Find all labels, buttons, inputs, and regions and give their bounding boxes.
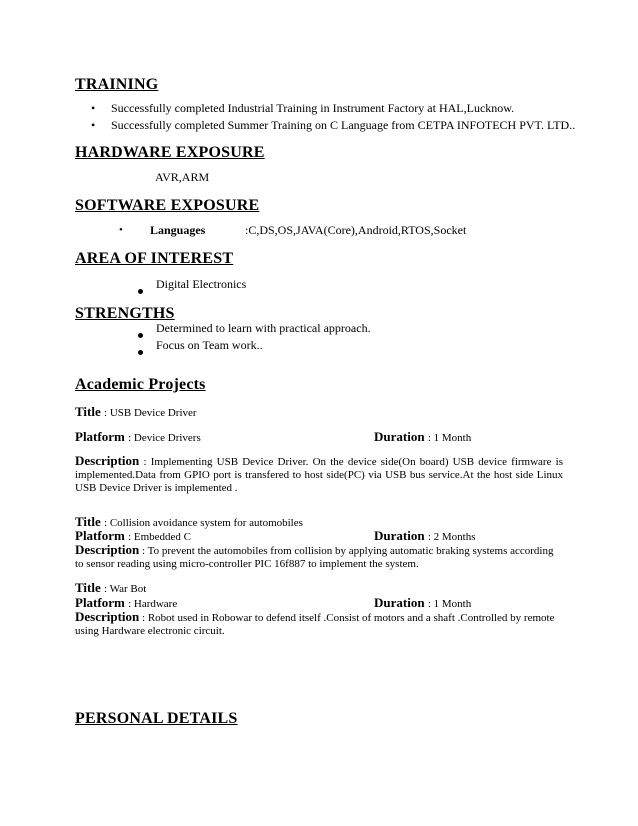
project-duration: : 1 Month: [427, 432, 472, 444]
strength-item: Focus on Team work..: [156, 338, 263, 352]
interest-item: Digital Electronics: [156, 277, 247, 291]
project-title: : Collision avoidance system for automobiles: [104, 517, 303, 529]
project-description-text: : Implementing USB Device Driver. On the device side(On board) USB device firmware is implemented.Data from GPIO port is transfered to host side(PC) via USB bus service.At the host side Linux USB Device Driver is implemented .: [75, 456, 564, 494]
software-label: Languages: [150, 223, 206, 237]
description-label: Description: [75, 542, 140, 557]
project-description: [75, 454, 563, 495]
project-platform: : Device Drivers: [128, 432, 201, 444]
software-heading: SOFTWARE EXPOSURE: [75, 197, 260, 214]
project-duration-row: [374, 429, 471, 445]
description-label: Description: [75, 453, 140, 468]
project-duration-row: [374, 595, 471, 611]
title-label: Title: [75, 404, 101, 419]
project-platform-row: [75, 429, 201, 445]
bullet-icon: •: [91, 101, 96, 115]
project-description-text: : To prevent the automobiles from collision by applying automatic braking systems according to sensor reading using micro-controller PIC 16f887 to implement the system.: [75, 545, 554, 570]
strength-item: Determined to learn with practical approach.: [156, 321, 371, 335]
bullet-icon: •: [91, 118, 96, 132]
project-duration: : 1 Month: [427, 598, 472, 610]
project-platform: : Hardware: [128, 598, 178, 610]
project-description-text: : Robot used in Robowar to defend itself .Consist of motors and a shaft .Controlled by remote using Hardware electronic circuit.: [75, 612, 555, 637]
project-title: : USB Device Driver: [104, 407, 197, 419]
project-platform: : Embedded C: [128, 531, 191, 543]
description-label: Description: [75, 609, 140, 624]
project-description: [75, 543, 563, 571]
hardware-text: AVR,ARM: [155, 170, 210, 184]
project-title-row: [75, 404, 197, 420]
duration-label: Duration: [374, 595, 425, 610]
duration-label: Duration: [374, 429, 425, 444]
training-heading: TRAINING: [75, 76, 159, 93]
bullet-icon: •: [119, 224, 123, 236]
project-duration: : 2 Months: [427, 531, 476, 543]
bullet-icon: [138, 281, 143, 299]
title-label: Title: [75, 514, 101, 529]
personal-heading: PERSONAL DETAILS: [75, 710, 238, 727]
platform-label: Platform: [75, 595, 125, 610]
hardware-heading: HARDWARE EXPOSURE: [75, 144, 265, 161]
projects-heading: Academic Projects: [75, 376, 206, 393]
platform-label: Platform: [75, 429, 125, 444]
interest-heading: AREA OF INTEREST: [75, 250, 234, 267]
bullet-icon: [138, 342, 143, 360]
project-title-row: [75, 580, 146, 596]
platform-label: Platform: [75, 528, 125, 543]
project-duration-row: [374, 528, 476, 544]
training-item: Successfully completed Summer Training on C Language from CETPA INFOTECH PVT. LTD..: [111, 118, 576, 132]
bullet-icon: [138, 325, 143, 343]
project-description: [75, 610, 563, 638]
training-item: Successfully completed Industrial Training in Instrument Factory at HAL,Lucknow.: [111, 101, 515, 115]
strengths-heading: STRENGTHS: [75, 305, 175, 322]
duration-label: Duration: [374, 528, 425, 543]
software-value: :C,DS,OS,JAVA(Core),Android,RTOS,Socket: [245, 223, 467, 237]
project-title: : War Bot: [104, 583, 147, 595]
title-label: Title: [75, 580, 101, 595]
